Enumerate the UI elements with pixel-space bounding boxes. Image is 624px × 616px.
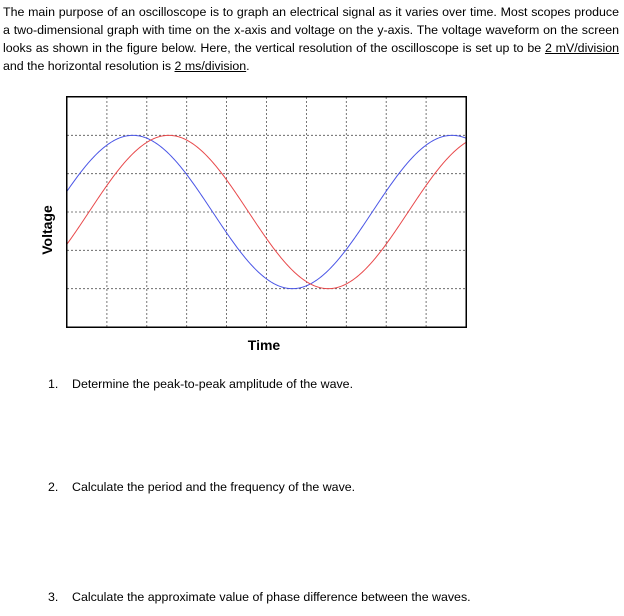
y-axis-label: Voltage (39, 205, 55, 255)
screen-border (67, 97, 467, 328)
oscilloscope-screen (66, 96, 467, 328)
question-number: 2. (48, 480, 59, 494)
question-text: Calculate the period and the frequency of the wave. (72, 480, 356, 494)
question-3 (48, 590, 471, 604)
question-1 (48, 377, 353, 391)
x-axis-label: Time (247, 337, 281, 353)
question-number: 1. (48, 377, 59, 391)
question-2 (48, 480, 355, 494)
question-text: Determine the peak-to-peak amplitude of the wave. (72, 377, 354, 391)
horizontal-resolution: 2 ms/division (174, 59, 247, 73)
vertical-resolution: 2 mV/division (544, 41, 619, 55)
question-number: 3. (48, 590, 59, 604)
intro-paragraph (3, 3, 619, 75)
intro-text-1: The main purpose of an oscilloscope is to graph an electrical signal as it varies over time. Most scopes produce a two-dimensional graph with time on the x-axis and voltage on the y-axis. The voltage waveform on the screen looks as shown in the figure below. Here, the vertical resolution of the oscilloscope is set up to be (3, 5, 619, 55)
intro-text-2: and the horizontal resolution is (3, 59, 175, 73)
intro-text-3: . (246, 59, 250, 73)
question-text: Calculate the approximate value of phase difference between the waves. (72, 590, 471, 604)
oscilloscope-plot (66, 96, 467, 328)
